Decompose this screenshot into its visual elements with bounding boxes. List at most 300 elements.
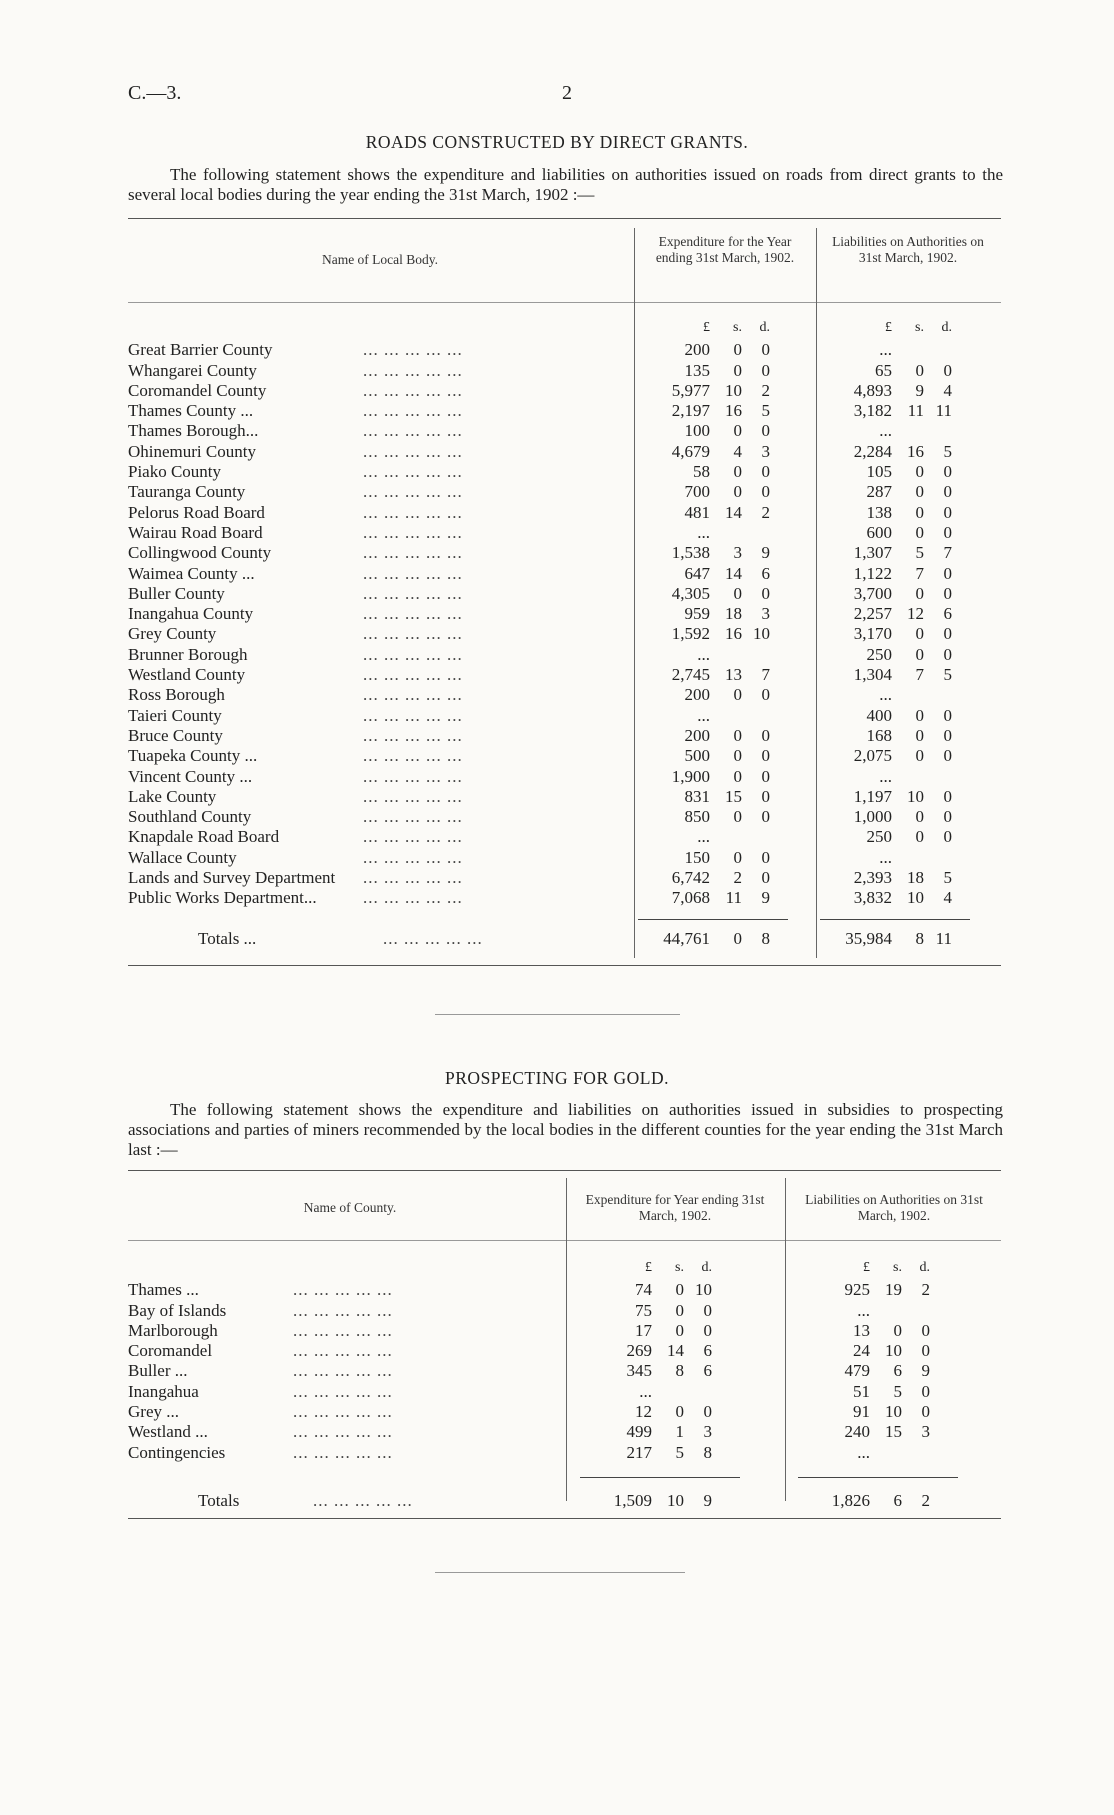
table-row — [128, 523, 1001, 543]
row-name: Westland ... — [128, 1422, 212, 1442]
row-liabilities-shillings: 18 — [907, 868, 924, 888]
row-expenditure-pence: 0 — [761, 786, 770, 806]
gold-units-expenditure-pounds: £ — [645, 1260, 652, 1275]
totals-rule-liabilities — [798, 1477, 958, 1478]
totals-expenditure-shillings: 10 — [667, 1490, 684, 1510]
row-liabilities-shillings: 15 — [885, 1422, 902, 1442]
row-expenditure-shillings: 18 — [725, 604, 742, 624]
row-name: Waimea County ... — [128, 564, 259, 584]
row-expenditure-pounds: 200 — [684, 685, 710, 705]
row-liabilities-pence: 0 — [943, 462, 952, 482]
row-liabilities-shillings: 0 — [915, 522, 924, 542]
row-expenditure-pence: 0 — [761, 868, 770, 888]
leader-dots: ... ... ... ... ... — [293, 1422, 393, 1442]
row-expenditure-pounds: 1,592 — [671, 624, 710, 644]
row-expenditure-shillings: 0 — [675, 1300, 684, 1320]
row-liabilities-pounds: 3,700 — [853, 583, 892, 603]
row-liabilities-shillings: 5 — [915, 543, 924, 563]
row-liabilities-pounds: 105 — [866, 462, 892, 482]
totals-expenditure-pence: 9 — [703, 1490, 712, 1510]
row-liabilities-pounds: ... — [857, 1300, 870, 1320]
gold-header-rule — [128, 1240, 1001, 1241]
table-row — [128, 665, 1001, 685]
roads-col-header-name: Name of Local Body. — [321, 252, 439, 267]
row-expenditure-pounds: 12 — [635, 1402, 652, 1422]
leader-dots: ... ... ... ... ... — [363, 644, 463, 664]
row-liabilities-shillings: 10 — [907, 888, 924, 908]
leader-dots: ... ... ... ... ... — [363, 583, 463, 603]
row-expenditure-pounds: 850 — [684, 807, 710, 827]
row-name: Buller County — [128, 584, 229, 604]
row-liabilities-pence: 0 — [943, 482, 952, 502]
row-name: Thames ... — [128, 1280, 203, 1300]
row-liabilities-pounds: 1,000 — [853, 807, 892, 827]
row-expenditure-shillings: 5 — [675, 1442, 684, 1462]
row-name: Knapdale Road Board — [128, 827, 283, 847]
leader-dots: ... ... ... ... ... — [363, 705, 463, 725]
totals-liabilities-pounds: 1,826 — [831, 1490, 870, 1510]
table-row — [128, 746, 1001, 766]
row-liabilities-pounds: ... — [879, 685, 892, 705]
roads-units-liabilities-shillings: s. — [915, 320, 924, 335]
row-expenditure-pence: 7 — [761, 665, 770, 685]
gold-col-header-liabilities: Liabilities on Authorities on 31st March, 1902. — [805, 1192, 983, 1223]
row-name: Lands and Survey Department — [128, 868, 339, 888]
leader-dots: ... ... ... ... ... — [363, 604, 463, 624]
table-row — [128, 706, 1001, 726]
row-expenditure-shillings: 0 — [733, 340, 742, 360]
row-liabilities-shillings: 0 — [915, 462, 924, 482]
row-liabilities-pounds: 4,893 — [853, 380, 892, 400]
row-expenditure-pounds: 200 — [684, 340, 710, 360]
row-name: Grey County — [128, 624, 220, 644]
row-expenditure-pounds: 2,745 — [671, 665, 710, 685]
gold-table-body — [128, 1260, 1001, 1511]
row-expenditure-shillings: 0 — [733, 847, 742, 867]
leader-dots: ... ... ... ... ... — [363, 543, 463, 563]
totals-liabilities-pounds: 35,984 — [845, 928, 892, 948]
row-liabilities-pence: 9 — [921, 1361, 930, 1381]
row-expenditure-pence: 0 — [703, 1320, 712, 1340]
row-liabilities-shillings: 10 — [885, 1341, 902, 1361]
row-expenditure-shillings: 1 — [675, 1422, 684, 1442]
row-expenditure-pence: 0 — [761, 746, 770, 766]
page-number: 2 — [562, 82, 572, 104]
gold-title: PROSPECTING FOR GOLD. — [445, 1068, 669, 1088]
row-expenditure-pence: 9 — [761, 543, 770, 563]
row-name: Bay of Islands — [128, 1301, 230, 1321]
table-row — [128, 340, 1001, 360]
row-expenditure-pence: 2 — [761, 380, 770, 400]
row-expenditure-shillings: 0 — [733, 766, 742, 786]
row-expenditure-pounds: 7,068 — [671, 888, 710, 908]
roads-col-header-liabilities: Liabilities on Authorities on 31st March, 1902. — [832, 234, 984, 265]
row-liabilities-pence: 0 — [943, 725, 952, 745]
row-expenditure-shillings: 3 — [733, 543, 742, 563]
row-liabilities-pounds: 3,832 — [853, 888, 892, 908]
row-expenditure-pounds: 500 — [684, 746, 710, 766]
row-liabilities-pounds: 138 — [866, 502, 892, 522]
row-liabilities-pounds: 24 — [853, 1341, 870, 1361]
row-liabilities-pence: 0 — [943, 502, 952, 522]
totals-expenditure-pounds: 44,761 — [663, 928, 710, 948]
row-expenditure-shillings: 0 — [733, 807, 742, 827]
gold-units-expenditure-shillings: s. — [675, 1260, 684, 1275]
row-expenditure-pounds: 1,900 — [671, 766, 710, 786]
row-expenditure-pounds: 647 — [684, 563, 710, 583]
row-name: Westland County — [128, 665, 249, 685]
gold-totals-row — [128, 1491, 1001, 1511]
roads-table-body — [128, 320, 1001, 949]
document-reference: C.—3. — [128, 82, 182, 104]
row-expenditure-pounds: ... — [697, 522, 710, 542]
roads-units-row — [128, 320, 1001, 340]
leader-dots: ... ... ... ... ... — [293, 1341, 393, 1361]
gold-units-expenditure-pence: d. — [701, 1260, 712, 1275]
row-expenditure-pence: 0 — [761, 685, 770, 705]
row-expenditure-pounds: 700 — [684, 482, 710, 502]
roads-units-expenditure-pounds: £ — [703, 320, 710, 335]
leader-dots: ... ... ... ... ... — [363, 624, 463, 644]
row-liabilities-shillings: 0 — [915, 644, 924, 664]
row-liabilities-shillings: 11 — [907, 401, 924, 421]
row-liabilities-pence: 0 — [921, 1381, 930, 1401]
row-expenditure-pence: 0 — [761, 462, 770, 482]
row-liabilities-pounds: 51 — [853, 1381, 870, 1401]
row-expenditure-pence: 6 — [703, 1361, 712, 1381]
row-liabilities-pence: 0 — [943, 807, 952, 827]
totals-liabilities-shillings: 8 — [915, 928, 924, 948]
table-row — [128, 503, 1001, 523]
row-liabilities-pounds: 479 — [844, 1361, 870, 1381]
leader-dots: ... ... ... ... ... — [363, 340, 463, 360]
totals-liabilities-pence: 2 — [921, 1490, 930, 1510]
row-name: Coromandel County — [128, 381, 270, 401]
row-liabilities-shillings: 0 — [915, 360, 924, 380]
row-expenditure-pounds: ... — [639, 1381, 652, 1401]
row-liabilities-pounds: 400 — [866, 705, 892, 725]
row-liabilities-pounds: 3,182 — [853, 401, 892, 421]
row-name: Whangarei County — [128, 361, 261, 381]
row-expenditure-shillings: 0 — [675, 1280, 684, 1300]
gold-units-liabilities-shillings: s. — [893, 1260, 902, 1275]
row-liabilities-pounds: 2,284 — [853, 441, 892, 461]
leader-dots: ... ... ... ... ... — [293, 1381, 393, 1401]
row-expenditure-pounds: ... — [697, 705, 710, 725]
table-row — [128, 543, 1001, 563]
gold-units-liabilities-pounds: £ — [863, 1260, 870, 1275]
row-expenditure-pounds: 135 — [684, 360, 710, 380]
row-name: Tauranga County — [128, 482, 249, 502]
row-liabilities-pence: 5 — [943, 441, 952, 461]
leader-dots: ... ... ... ... ... — [363, 380, 463, 400]
leader-dots: ... ... ... ... ... — [363, 401, 463, 421]
row-expenditure-shillings: 11 — [725, 888, 742, 908]
row-liabilities-shillings: 5 — [893, 1381, 902, 1401]
row-expenditure-pence: 3 — [761, 441, 770, 461]
table-row — [128, 381, 1001, 401]
totals-separator — [128, 1463, 1001, 1491]
table-row — [128, 726, 1001, 746]
row-expenditure-pence: 0 — [703, 1300, 712, 1320]
roads-title: ROADS CONSTRUCTED BY DIRECT GRANTS. — [365, 132, 749, 152]
totals-expenditure-pence: 8 — [761, 928, 770, 948]
row-expenditure-pounds: 200 — [684, 725, 710, 745]
row-liabilities-pounds: 91 — [853, 1402, 870, 1422]
row-liabilities-pounds: 1,307 — [853, 543, 892, 563]
row-liabilities-pence: 4 — [943, 888, 952, 908]
gold-table-bottom-rule — [128, 1518, 1001, 1519]
row-liabilities-pence: 0 — [943, 624, 952, 644]
row-name: Wairau Road Board — [128, 523, 267, 543]
leader-dots: ... ... ... ... ... — [363, 563, 463, 583]
table-row — [128, 1361, 1001, 1381]
leader-dots: ... ... ... ... ... — [363, 766, 463, 786]
row-liabilities-shillings: 6 — [893, 1361, 902, 1381]
row-liabilities-pounds: 925 — [844, 1280, 870, 1300]
row-expenditure-pence: 0 — [761, 725, 770, 745]
roads-units-expenditure-shillings: s. — [733, 320, 742, 335]
roads-units-liabilities-pence: d. — [941, 320, 952, 335]
row-liabilities-pence: 0 — [943, 563, 952, 583]
row-expenditure-pounds: 2,197 — [671, 401, 710, 421]
gold-table-top-rule — [128, 1170, 1001, 1171]
table-row — [128, 888, 1001, 908]
row-expenditure-pence: 3 — [761, 604, 770, 624]
table-row — [128, 462, 1001, 482]
leader-dots: ... ... ... ... ... — [363, 888, 463, 908]
totals-rule-liabilities — [820, 919, 970, 920]
row-expenditure-shillings: 14 — [725, 502, 742, 522]
row-name: Lake County — [128, 787, 220, 807]
roads-table-top-rule — [128, 218, 1001, 219]
table-row — [128, 1443, 1001, 1463]
row-expenditure-pounds: 58 — [693, 462, 710, 482]
totals-rule-expenditure — [638, 919, 788, 920]
leader-dots: ... ... ... ... ... — [363, 421, 463, 441]
row-liabilities-shillings: 7 — [915, 563, 924, 583]
row-expenditure-pence: 0 — [761, 360, 770, 380]
row-liabilities-pounds: 3,170 — [853, 624, 892, 644]
leader-dots: ... ... ... ... ... — [363, 827, 463, 847]
totals-liabilities-shillings: 6 — [893, 1490, 902, 1510]
table-row — [128, 1321, 1001, 1341]
row-expenditure-pounds: 150 — [684, 847, 710, 867]
row-expenditure-shillings: 0 — [733, 583, 742, 603]
row-liabilities-pence: 11 — [935, 401, 952, 421]
leader-dots: ... ... ... ... ... — [293, 1300, 393, 1320]
table-row — [128, 868, 1001, 888]
row-expenditure-shillings: 0 — [733, 685, 742, 705]
row-name: Contingencies — [128, 1443, 229, 1463]
row-liabilities-pence: 2 — [921, 1280, 930, 1300]
row-name: Collingwood County — [128, 543, 275, 563]
table-row — [128, 767, 1001, 787]
section-divider-1 — [435, 1014, 680, 1015]
row-liabilities-shillings: 12 — [907, 604, 924, 624]
row-expenditure-shillings: 0 — [733, 421, 742, 441]
row-expenditure-shillings: 16 — [725, 401, 742, 421]
row-liabilities-pence: 0 — [921, 1402, 930, 1422]
row-expenditure-pence: 6 — [761, 563, 770, 583]
row-name: Thames Borough... — [128, 421, 262, 441]
row-expenditure-shillings: 0 — [675, 1402, 684, 1422]
row-liabilities-pounds: 13 — [853, 1320, 870, 1340]
roads-units-liabilities-pounds: £ — [885, 320, 892, 335]
totals-expenditure-shillings: 0 — [733, 928, 742, 948]
row-expenditure-pounds: 269 — [626, 1341, 652, 1361]
row-expenditure-pence: 10 — [753, 624, 770, 644]
row-liabilities-shillings: 10 — [885, 1402, 902, 1422]
row-liabilities-shillings: 10 — [907, 786, 924, 806]
row-liabilities-pence: 0 — [943, 583, 952, 603]
gold-units-row — [128, 1260, 1001, 1280]
row-name: Ohinemuri County — [128, 442, 260, 462]
leader-dots: ... ... ... ... ... — [363, 441, 463, 461]
row-expenditure-pounds: 75 — [635, 1300, 652, 1320]
row-expenditure-shillings: 0 — [733, 360, 742, 380]
row-name: Inangahua — [128, 1382, 203, 1402]
row-liabilities-shillings: 0 — [915, 746, 924, 766]
row-liabilities-pounds: 250 — [866, 827, 892, 847]
leader-dots: ... ... ... ... ... — [363, 462, 463, 482]
gold-col-header-expenditure: Expenditure for Year ending 31st March, 1902. — [585, 1192, 765, 1223]
row-expenditure-pounds: 1,538 — [671, 543, 710, 563]
table-row — [128, 807, 1001, 827]
row-liabilities-shillings: 0 — [893, 1320, 902, 1340]
row-liabilities-pounds: ... — [879, 340, 892, 360]
row-expenditure-pence: 0 — [703, 1402, 712, 1422]
table-row — [128, 624, 1001, 644]
row-liabilities-pounds: 1,122 — [853, 563, 892, 583]
leader-dots: ... ... ... ... ... — [293, 1442, 393, 1462]
row-expenditure-shillings: 2 — [733, 868, 742, 888]
row-expenditure-shillings: 8 — [675, 1361, 684, 1381]
row-name: Thames County ... — [128, 401, 257, 421]
row-expenditure-pounds: 345 — [626, 1361, 652, 1381]
row-expenditure-shillings: 0 — [675, 1320, 684, 1340]
row-name: Coromandel — [128, 1341, 216, 1361]
row-expenditure-pence: 0 — [761, 421, 770, 441]
table-row — [128, 1422, 1001, 1442]
row-name: Southland County — [128, 807, 255, 827]
table-row — [128, 442, 1001, 462]
row-liabilities-pounds: ... — [857, 1442, 870, 1462]
table-row — [128, 848, 1001, 868]
table-row — [128, 604, 1001, 624]
row-liabilities-shillings: 0 — [915, 725, 924, 745]
row-name: Wallace County — [128, 848, 241, 868]
table-row — [128, 827, 1001, 847]
row-expenditure-shillings: 14 — [725, 563, 742, 583]
row-expenditure-pounds: ... — [697, 827, 710, 847]
row-liabilities-shillings: 0 — [915, 827, 924, 847]
page-header — [128, 82, 1008, 112]
leader-dots: ... ... ... ... ... — [363, 807, 463, 827]
row-liabilities-pounds: 287 — [866, 482, 892, 502]
leader-dots: ... ... ... ... ... — [363, 685, 463, 705]
leader-dots: ... ... ... ... ... — [293, 1320, 393, 1340]
row-liabilities-pence: 0 — [943, 746, 952, 766]
row-expenditure-shillings: 0 — [733, 482, 742, 502]
row-name: Vincent County ... — [128, 767, 256, 787]
row-liabilities-pounds: 1,304 — [853, 665, 892, 685]
gold-col-header-name: Name of County. — [303, 1200, 397, 1215]
row-expenditure-pounds: ... — [697, 644, 710, 664]
row-expenditure-shillings: 14 — [667, 1341, 684, 1361]
row-expenditure-shillings: 0 — [733, 725, 742, 745]
row-liabilities-pence: 0 — [921, 1320, 930, 1340]
row-liabilities-pence: 0 — [943, 644, 952, 664]
row-expenditure-pence: 0 — [761, 583, 770, 603]
row-expenditure-pence: 6 — [703, 1341, 712, 1361]
roads-units-expenditure-pence: d. — [759, 320, 770, 335]
row-liabilities-pence: 0 — [943, 827, 952, 847]
row-liabilities-pence: 0 — [943, 786, 952, 806]
row-liabilities-shillings: 0 — [915, 482, 924, 502]
row-expenditure-pence: 0 — [761, 807, 770, 827]
row-expenditure-shillings: 0 — [733, 746, 742, 766]
row-expenditure-pounds: 481 — [684, 502, 710, 522]
table-row — [128, 1341, 1001, 1361]
leader-dots: ... ... ... ... ... — [363, 746, 463, 766]
leader-dots: ... ... ... ... ... — [383, 928, 483, 948]
row-liabilities-pounds: 1,197 — [853, 786, 892, 806]
gold-units-liabilities-pence: d. — [919, 1260, 930, 1275]
row-expenditure-pence: 5 — [761, 401, 770, 421]
row-liabilities-pounds: 168 — [866, 725, 892, 745]
row-liabilities-pence: 7 — [943, 543, 952, 563]
row-name: Grey ... — [128, 1402, 183, 1422]
row-liabilities-pounds: ... — [879, 421, 892, 441]
table-row — [128, 584, 1001, 604]
row-liabilities-pounds: 2,393 — [853, 868, 892, 888]
row-name: Public Works Department... — [128, 888, 321, 908]
totals-rule-expenditure — [580, 1477, 740, 1478]
row-liabilities-shillings: 0 — [915, 624, 924, 644]
roads-intro: The following statement shows the expenditure and liabilities on authorities issued on roads from direct grants to the several local bodies during the year ending the 31st March, 1902 :— — [128, 165, 1003, 204]
row-liabilities-pounds: 240 — [844, 1422, 870, 1442]
row-liabilities-shillings: 0 — [915, 502, 924, 522]
row-expenditure-pounds: 4,305 — [671, 583, 710, 603]
roads-col-header-expenditure: Expenditure for the Year ending 31st March, 1902. — [655, 234, 795, 265]
leader-dots: ... ... ... ... ... — [363, 665, 463, 685]
table-row — [128, 564, 1001, 584]
row-expenditure-pence: 2 — [761, 502, 770, 522]
table-row — [128, 645, 1001, 665]
gold-intro: The following statement shows the expenditure and liabilities on authorities issued in subsidies to prospecting associations and parties of miners recommended by the local bodies in the different counties for the year ending the 31st March last :— — [128, 1100, 1003, 1159]
leader-dots: ... ... ... ... ... — [363, 522, 463, 542]
table-row — [128, 401, 1001, 421]
table-row — [128, 361, 1001, 381]
row-liabilities-shillings: 16 — [907, 441, 924, 461]
section-divider-2 — [435, 1572, 685, 1573]
row-expenditure-pounds: 831 — [684, 786, 710, 806]
row-liabilities-pence: 6 — [943, 604, 952, 624]
row-expenditure-pounds: 217 — [626, 1442, 652, 1462]
row-name: Pelorus Road Board — [128, 503, 269, 523]
leader-dots: ... ... ... ... ... — [293, 1361, 393, 1381]
row-liabilities-pounds: 600 — [866, 522, 892, 542]
leader-dots: ... ... ... ... ... — [293, 1280, 393, 1300]
leader-dots: ... ... ... ... ... — [363, 725, 463, 745]
row-liabilities-pence: 0 — [943, 705, 952, 725]
roads-header-rule — [128, 302, 1001, 303]
leader-dots: ... ... ... ... ... — [363, 482, 463, 502]
leader-dots: ... ... ... ... ... — [363, 502, 463, 522]
row-expenditure-shillings: 16 — [725, 624, 742, 644]
row-expenditure-shillings: 15 — [725, 786, 742, 806]
